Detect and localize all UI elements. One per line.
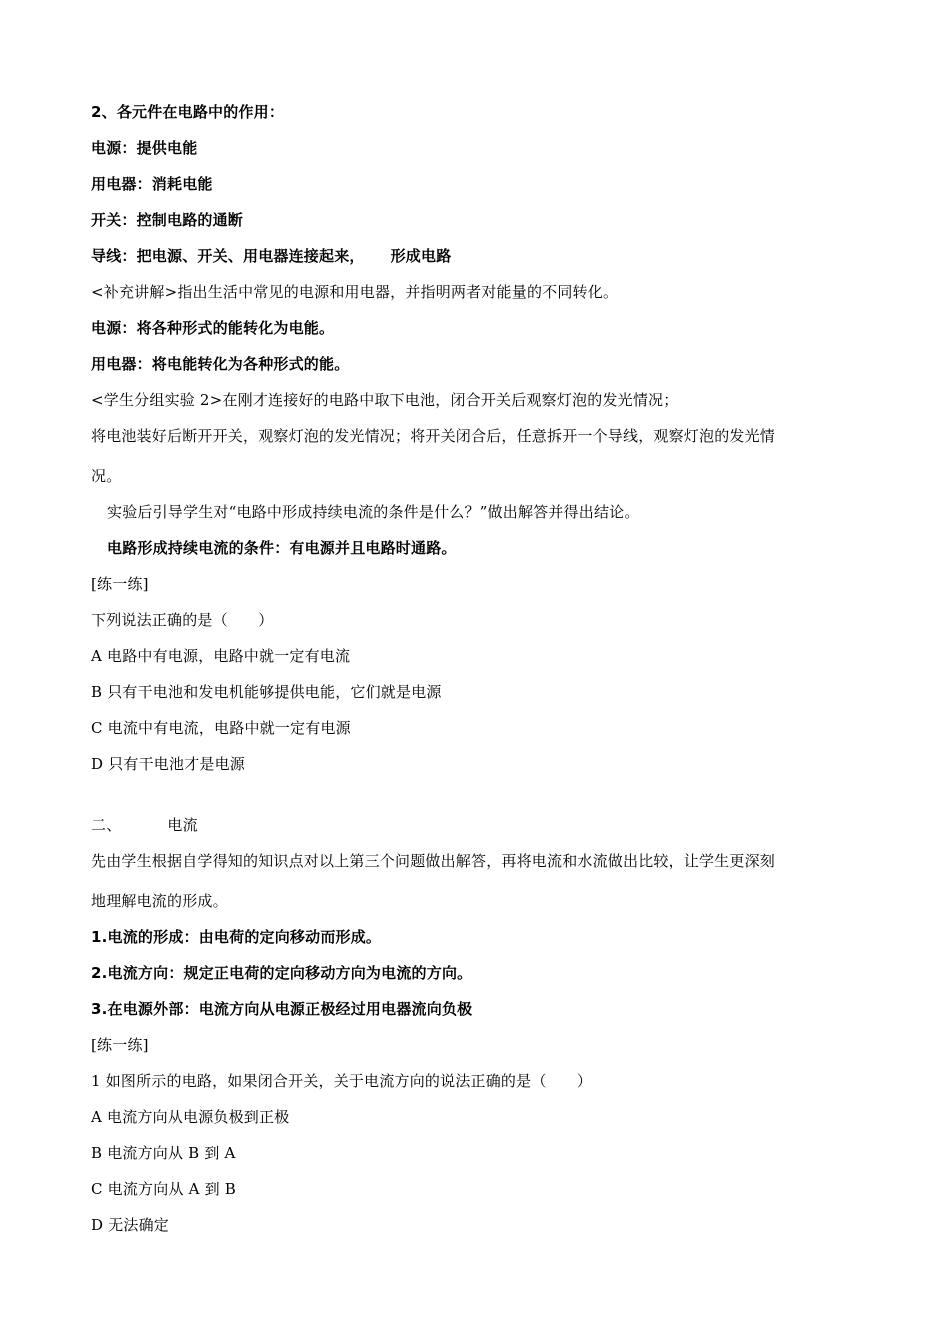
line-wire [91,246,451,266]
line-conclusion: 电路形成持续电流的条件：有电源并且电路时通路。 [107,539,457,557]
line-switch: 开关：控制电路的通断 [91,211,244,229]
line-current-intro-1: 先由学生根据自学得知的知识点对以上第三个问题做出解答，再将电流和水流做出比较，让学生更深刻 [91,852,776,870]
line-current-external: 3.在电源外部：电流方向从电源正极经过用电器流向负极 [91,1000,473,1018]
practice2-option-c: C 电流方向从 A 到 B [91,1180,237,1198]
line-source-conversion: 电源：将各种形式的能转化为电能。 [91,319,335,337]
section-title: 电流 [167,816,198,834]
line-wire-part-a: 导线：把电源、开关、用电器连接起来， [91,247,365,265]
line-experiment-continued-1: 将电池装好后断开开关，观察灯泡的发光情况；将开关闭合后，任意拆开一个导线，观察灯泡的发光情 [91,427,776,445]
practice1-option-b: B 只有干电池和发电机能够提供电能，它们就是电源 [91,683,442,701]
practice-label-1: [练一练] [91,575,149,593]
line-appliance-conversion: 用电器：将电能转化为各种形式的能。 [91,355,350,373]
practice-label-2: [练一练] [91,1036,149,1054]
line-wire-part-b: 形成电路 [390,247,452,265]
section-heading-current [91,815,198,835]
line-supplement: <补充讲解>指出生活中常见的电源和用电器，并指明两者对能量的不同转化。 [91,283,619,301]
section-number: 二、 [91,816,122,834]
practice2-option-d: D 无法确定 [91,1216,169,1234]
practice1-option-a: A 电路中有电源，电路中就一定有电流 [91,647,351,665]
practice2-option-a: A 电流方向从电源负极到正极 [91,1108,290,1126]
line-guide: 实验后引导学生对“电路中形成持续电流的条件是什么？”做出解答并得出结论。 [107,503,640,521]
practice-question-2: 1 如图所示的电路，如果闭合开关，关于电流方向的说法正确的是（ ） [91,1072,593,1090]
line-power-source: 电源：提供电能 [91,139,198,157]
practice2-option-b: B 电流方向从 B 到 A [91,1144,236,1162]
practice-question-1: 下列说法正确的是（ ） [91,611,274,629]
section-heading-components: 2、各元件在电路中的作用： [91,103,285,121]
line-experiment: <学生分组实验 2>在刚才连接好的电路中取下电池，闭合开关后观察灯泡的发光情况； [91,391,679,409]
line-appliance: 用电器：消耗电能 [91,175,213,193]
practice1-option-c: C 电流中有电流，电路中就一定有电源 [91,719,351,737]
line-current-formation: 1.电流的形成：由电荷的定向移动而形成。 [91,928,382,946]
line-experiment-continued-2: 况。 [91,467,122,485]
line-current-intro-2: 地理解电流的形成。 [91,892,228,910]
practice1-option-d: D 只有干电池才是电源 [91,755,245,773]
line-current-direction: 2.电流方向：规定正电荷的定向移动方向为电流的方向。 [91,964,473,982]
